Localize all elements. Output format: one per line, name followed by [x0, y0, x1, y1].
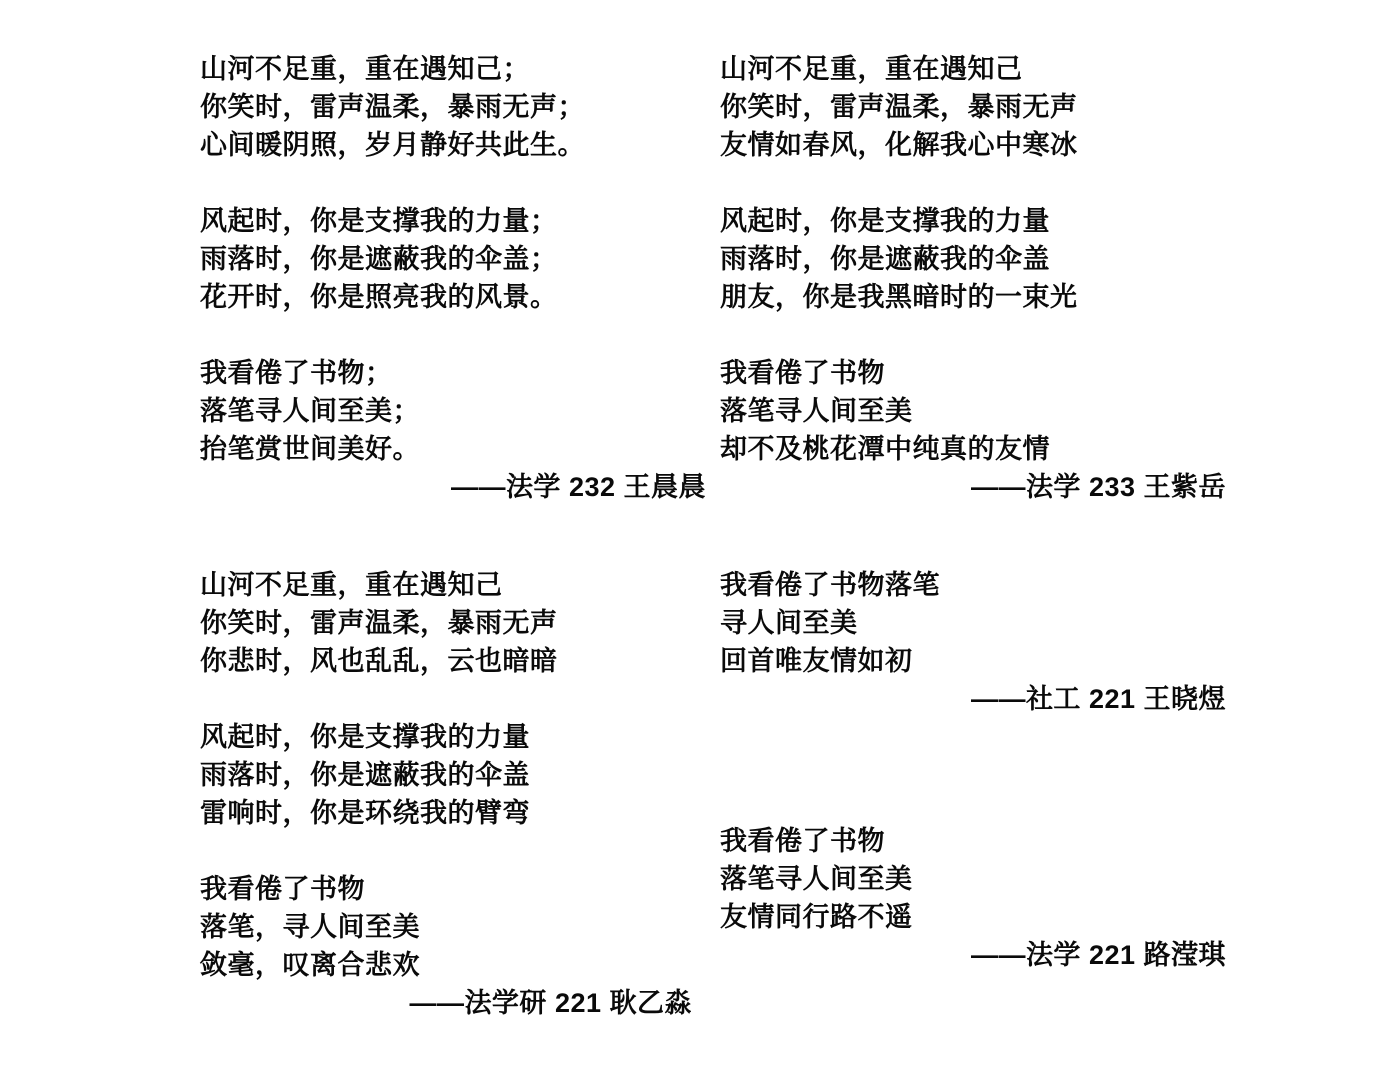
stanza — [200, 718, 720, 832]
stanza — [720, 566, 1240, 680]
poem-line: 花开时，你是照亮我的风景。 — [200, 282, 558, 312]
poem-geng-yimiao — [200, 566, 720, 1022]
poem-line: 你笑时，雷声温柔，暴雨无声 — [200, 608, 558, 638]
poem-line: 雨落时，你是遮蔽我的伞盖； — [200, 244, 558, 274]
poem-line: 山河不足重，重在遇知己 — [720, 54, 1023, 84]
poem-line: 我看倦了书物 — [720, 826, 885, 856]
poem-line: 我看倦了书物； — [200, 358, 393, 388]
poem-attribution: ——法学 233 王紫岳 — [970, 472, 1226, 502]
poem-line: 落笔寻人间至美； — [200, 396, 420, 426]
poem-line: 落笔寻人间至美 — [720, 864, 913, 894]
poem-line: 朋友，你是我黑暗时的一束光 — [720, 282, 1078, 312]
poem-attribution: ——法学 221 路滢琪 — [970, 940, 1226, 970]
poem-line: 友情如春风，化解我心中寒冰 — [720, 130, 1078, 160]
poem-line: 你笑时，雷声温柔，暴雨无声； — [200, 92, 585, 122]
poem-line: 我看倦了书物 — [200, 874, 365, 904]
stanza — [720, 354, 1240, 468]
stanza — [200, 870, 720, 984]
poem-line: 友情同行路不遥 — [720, 902, 913, 932]
poem-attribution: ——社工 221 王晓煜 — [970, 684, 1226, 714]
stanza — [200, 50, 720, 164]
poem-line: 雨落时，你是遮蔽我的伞盖 — [720, 244, 1050, 274]
poem-wang-xiaoyu — [720, 566, 1240, 718]
poem-attribution: ——法学研 221 耿乙淼 — [409, 988, 692, 1018]
stanza — [200, 354, 720, 468]
poem-line: 却不及桃花潭中纯真的友情 — [720, 434, 1050, 464]
poem-line: 风起时，你是支撑我的力量 — [200, 722, 530, 752]
poem-line: 敛毫，叹离合悲欢 — [200, 950, 420, 980]
stanza — [720, 50, 1240, 164]
poem-line: 雨落时，你是遮蔽我的伞盖 — [200, 760, 530, 790]
poem-line: 山河不足重，重在遇知己 — [200, 570, 503, 600]
stanza — [200, 202, 720, 316]
poem-line: 你悲时，风也乱乱，云也暗暗 — [200, 646, 558, 676]
poem-line: 落笔，寻人间至美 — [200, 912, 420, 942]
stanza — [720, 822, 1240, 936]
poem-line: 风起时，你是支撑我的力量 — [720, 206, 1050, 236]
poem-lu-yingqi — [720, 822, 1240, 974]
poem-line: 山河不足重，重在遇知己； — [200, 54, 530, 84]
poem-line: 我看倦了书物落笔 — [720, 570, 940, 600]
stanza — [200, 566, 720, 680]
poem-line: 雷响时，你是环绕我的臂弯 — [200, 798, 530, 828]
poem-line: 抬笔赏世间美好。 — [200, 434, 420, 464]
poem-line: 寻人间至美 — [720, 608, 858, 638]
poem-line: 你笑时，雷声温柔，暴雨无声 — [720, 92, 1078, 122]
poem-wang-chenchen — [200, 50, 720, 506]
poem-line: 风起时，你是支撑我的力量； — [200, 206, 558, 236]
poem-line: 落笔寻人间至美 — [720, 396, 913, 426]
stanza — [720, 202, 1240, 316]
poem-attribution: ——法学 232 王晨晨 — [450, 472, 706, 502]
poem-wang-ziyue — [720, 50, 1240, 506]
poem-line: 我看倦了书物 — [720, 358, 885, 388]
poem-line: 回首唯友情如初 — [720, 646, 913, 676]
poem-line: 心间暖阴照，岁月静好共此生。 — [200, 130, 585, 160]
